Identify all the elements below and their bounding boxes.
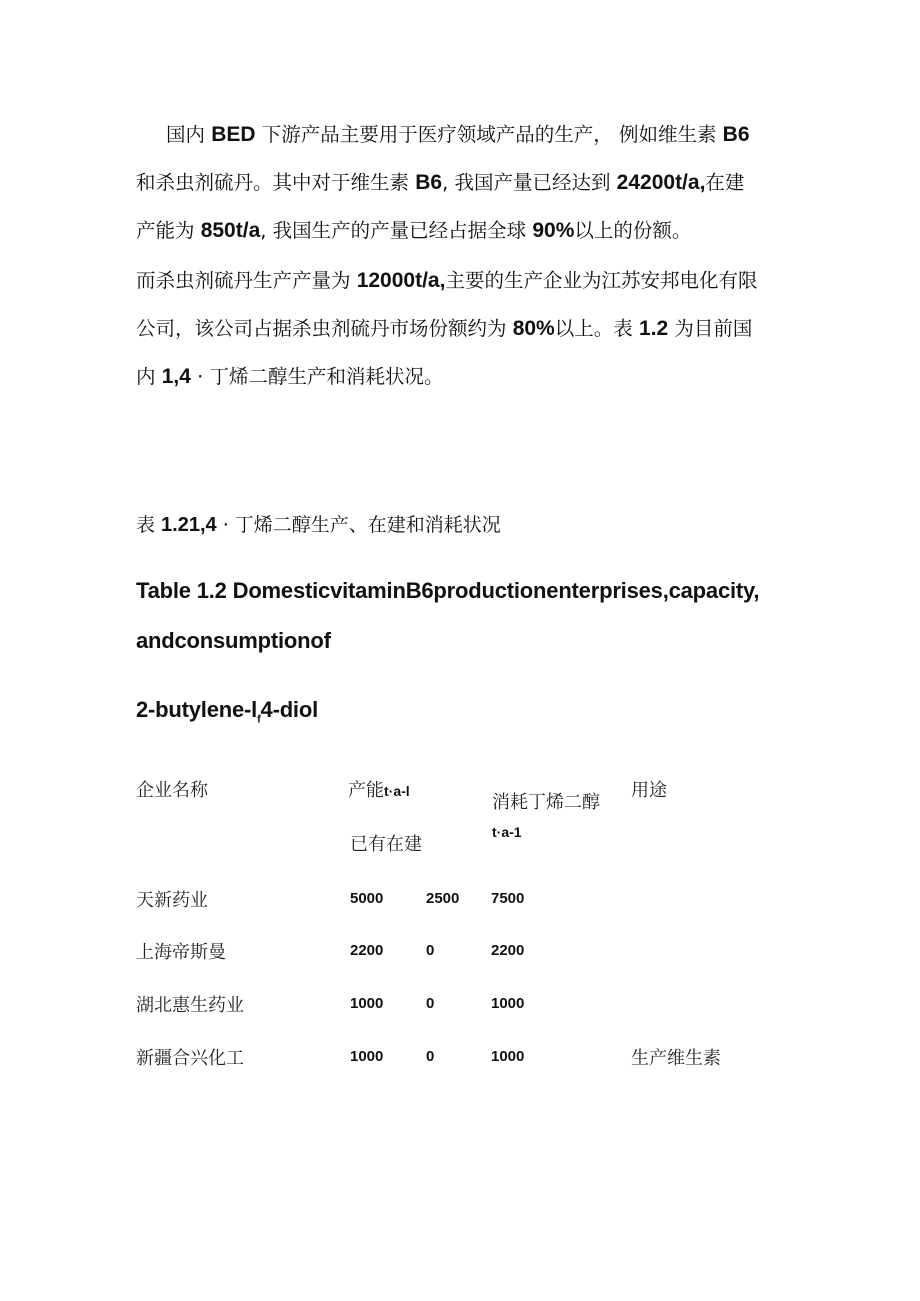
header-consumption: 消耗丁烯二醇: [492, 792, 600, 813]
header-use: 用途: [631, 780, 667, 801]
text-run: 产能为: [136, 219, 201, 242]
cell-existing: 1000: [350, 995, 384, 1012]
text-run: 公司，该公司占据杀虫剂硫丹市场份额约为: [136, 317, 513, 340]
text-run-bold: 80%: [512, 317, 555, 340]
cell-consumption: 2200: [491, 942, 525, 959]
text-run-bold: B6: [415, 171, 443, 194]
cell-existing: 1000: [350, 1048, 384, 1065]
cell-company: 湖北惠生药业: [136, 995, 244, 1016]
text-run-bold: 90%: [532, 219, 575, 242]
paragraph-line-3: [136, 220, 691, 241]
cell-consumption: 1000: [491, 995, 525, 1012]
table-caption-cn: [136, 510, 501, 537]
cell-building: 0: [426, 942, 435, 959]
text-run: 主要的生产企业为江苏安邦电化有限: [445, 269, 758, 292]
table-caption-en-line-1: Table 1.2 DomesticvitaminB6productionenterprises,capacity,: [136, 578, 760, 603]
text-run: · 丁烯二醇生产、在建和消耗状况: [216, 514, 501, 536]
text-run-bold: BED: [211, 123, 256, 146]
header-capacity-unit: t·a-l: [384, 783, 410, 799]
cell-company: 上海帝斯曼: [136, 942, 226, 963]
text-run-bold: 850t/a: [200, 219, 261, 242]
text-run: 和杀虫剂硫丹。其中对于维生素: [136, 171, 416, 194]
text-run: 下游产品主要用于医疗领域产品的生产， 例如维生素: [255, 123, 723, 146]
paragraph-line-4: [136, 270, 757, 291]
cell-consumption: 1000: [491, 1048, 525, 1065]
text-run-bold: 24200t/a,: [616, 171, 706, 194]
text-run: 在建: [705, 171, 745, 194]
text-run-bold: 1.2: [638, 317, 669, 340]
table-caption-en-line-2: andconsumptionof: [136, 628, 331, 653]
cell-building: 0: [426, 995, 435, 1012]
text-run: 以上的份额。: [574, 219, 692, 242]
cell-consumption: 7500: [491, 890, 525, 907]
header-capacity-sub: 已有在建: [350, 834, 422, 855]
cell-existing: 5000: [350, 890, 384, 907]
paragraph-line-2: [136, 172, 744, 193]
paragraph-line-1: [166, 124, 750, 145]
cell-use: 生产维生素: [631, 1048, 721, 1069]
text-run-bold: 1.21,4: [161, 514, 217, 536]
text-run: 4-diol: [260, 697, 318, 722]
text-run: 2-butylene-l: [136, 697, 258, 722]
header-capacity: [348, 776, 410, 802]
text-run: 国内: [166, 123, 212, 146]
text-run-bold: 1,4: [161, 365, 191, 388]
text-run: 内: [136, 365, 162, 388]
text-run: · 丁烯二醇生产和消耗状况。: [190, 365, 444, 388]
text-run: 表: [136, 514, 162, 536]
cell-building: 0: [426, 1048, 435, 1065]
cell-building: 2500: [426, 890, 460, 907]
text-run-bold: 12000t/a,: [356, 269, 446, 292]
cell-company: 天新药业: [136, 890, 208, 911]
paragraph-line-5: [136, 318, 752, 339]
text-run: 为目前国: [668, 317, 753, 340]
text-run: 以上。表: [554, 317, 639, 340]
cell-company: 新疆合兴化工: [136, 1048, 244, 1069]
header-company: 企业名称: [136, 780, 208, 801]
paragraph-line-6: [136, 366, 444, 387]
table-caption-en-line-3: [136, 697, 318, 725]
subscript: f: [257, 713, 261, 726]
cell-existing: 2200: [350, 942, 384, 959]
text-run: , 我国产量已经达到: [442, 171, 617, 194]
text-run: , 我国生产的产量已经占据全球: [260, 219, 533, 242]
text-run-bold: B6: [722, 123, 750, 146]
text-run: 而杀虫剂硫丹生产产量为: [136, 269, 357, 292]
header-capacity-label: 产能: [348, 780, 384, 801]
header-consumption-unit: t·a-1: [492, 824, 522, 840]
